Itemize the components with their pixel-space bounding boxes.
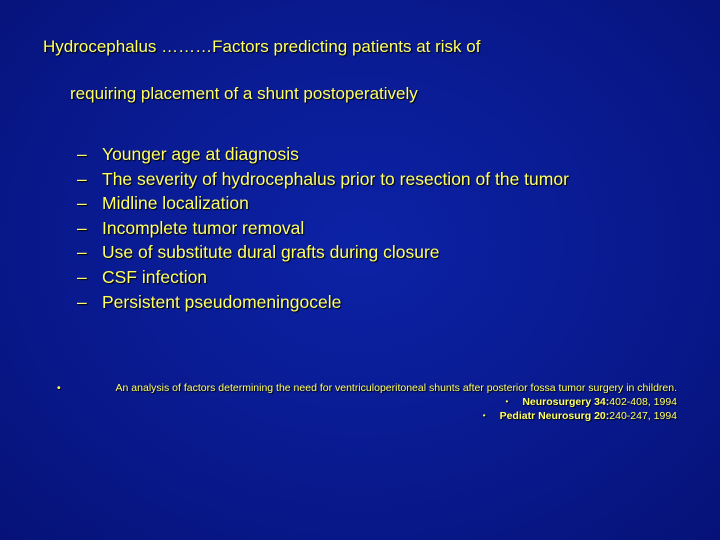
citation-pages: 402-408, 1994 [609,396,677,408]
risk-factor-item [77,241,617,263]
risk-factor-text: Midline localization [102,193,249,214]
risk-factor-item [77,192,617,214]
reference-description [57,382,677,395]
citation-bullet: • [482,411,486,420]
citation-journal: Pediatr Neurosurg 20: [499,410,610,422]
slide-title-line-1: Hydrocephalus ………Factors predicting patients at risk of [43,37,481,56]
dash-bullet: – [77,266,87,287]
dash-bullet: – [77,168,87,189]
dash-bullet: – [77,291,87,312]
risk-factor-item [77,217,617,239]
dash-bullet: – [77,144,87,164]
risk-factor-item [77,266,617,288]
risk-factor-text: Persistent pseudomeningocele [102,291,342,312]
risk-factor-text: The severity of hydrocephalus prior to resection of the tumor [102,168,569,189]
reference-block [0,382,720,423]
slide-title-line-2: requiring placement of a shunt postoperatively [70,84,418,103]
risk-factor-text: Younger age at diagnosis [102,144,299,164]
risk-factor-item [77,291,617,313]
dash-bullet: – [77,242,87,263]
reference-description-text: An analysis of factors determining the need for ventriculoperitoneal shunts after posterior fossa tumor surgery in children. [115,382,677,394]
dash-bullet: – [77,193,87,214]
risk-factor-item [77,168,617,190]
risk-factor-text: Use of substitute dural grafts during closure [102,242,440,263]
citation-journal: Neurosurgery 34: [522,396,610,408]
citation-pages: 240-247, 1994 [609,410,677,422]
risk-factor-text: CSF infection [102,266,208,287]
risk-factor-item [77,143,617,165]
citation-line [0,395,677,409]
risk-factor-text: Incomplete tumor removal [102,217,305,238]
dash-bullet: – [77,217,87,238]
risk-factor-list [77,143,617,315]
citation-bullet: • [505,397,509,406]
reference-bullet: • [57,382,61,394]
citation-line [0,409,677,423]
